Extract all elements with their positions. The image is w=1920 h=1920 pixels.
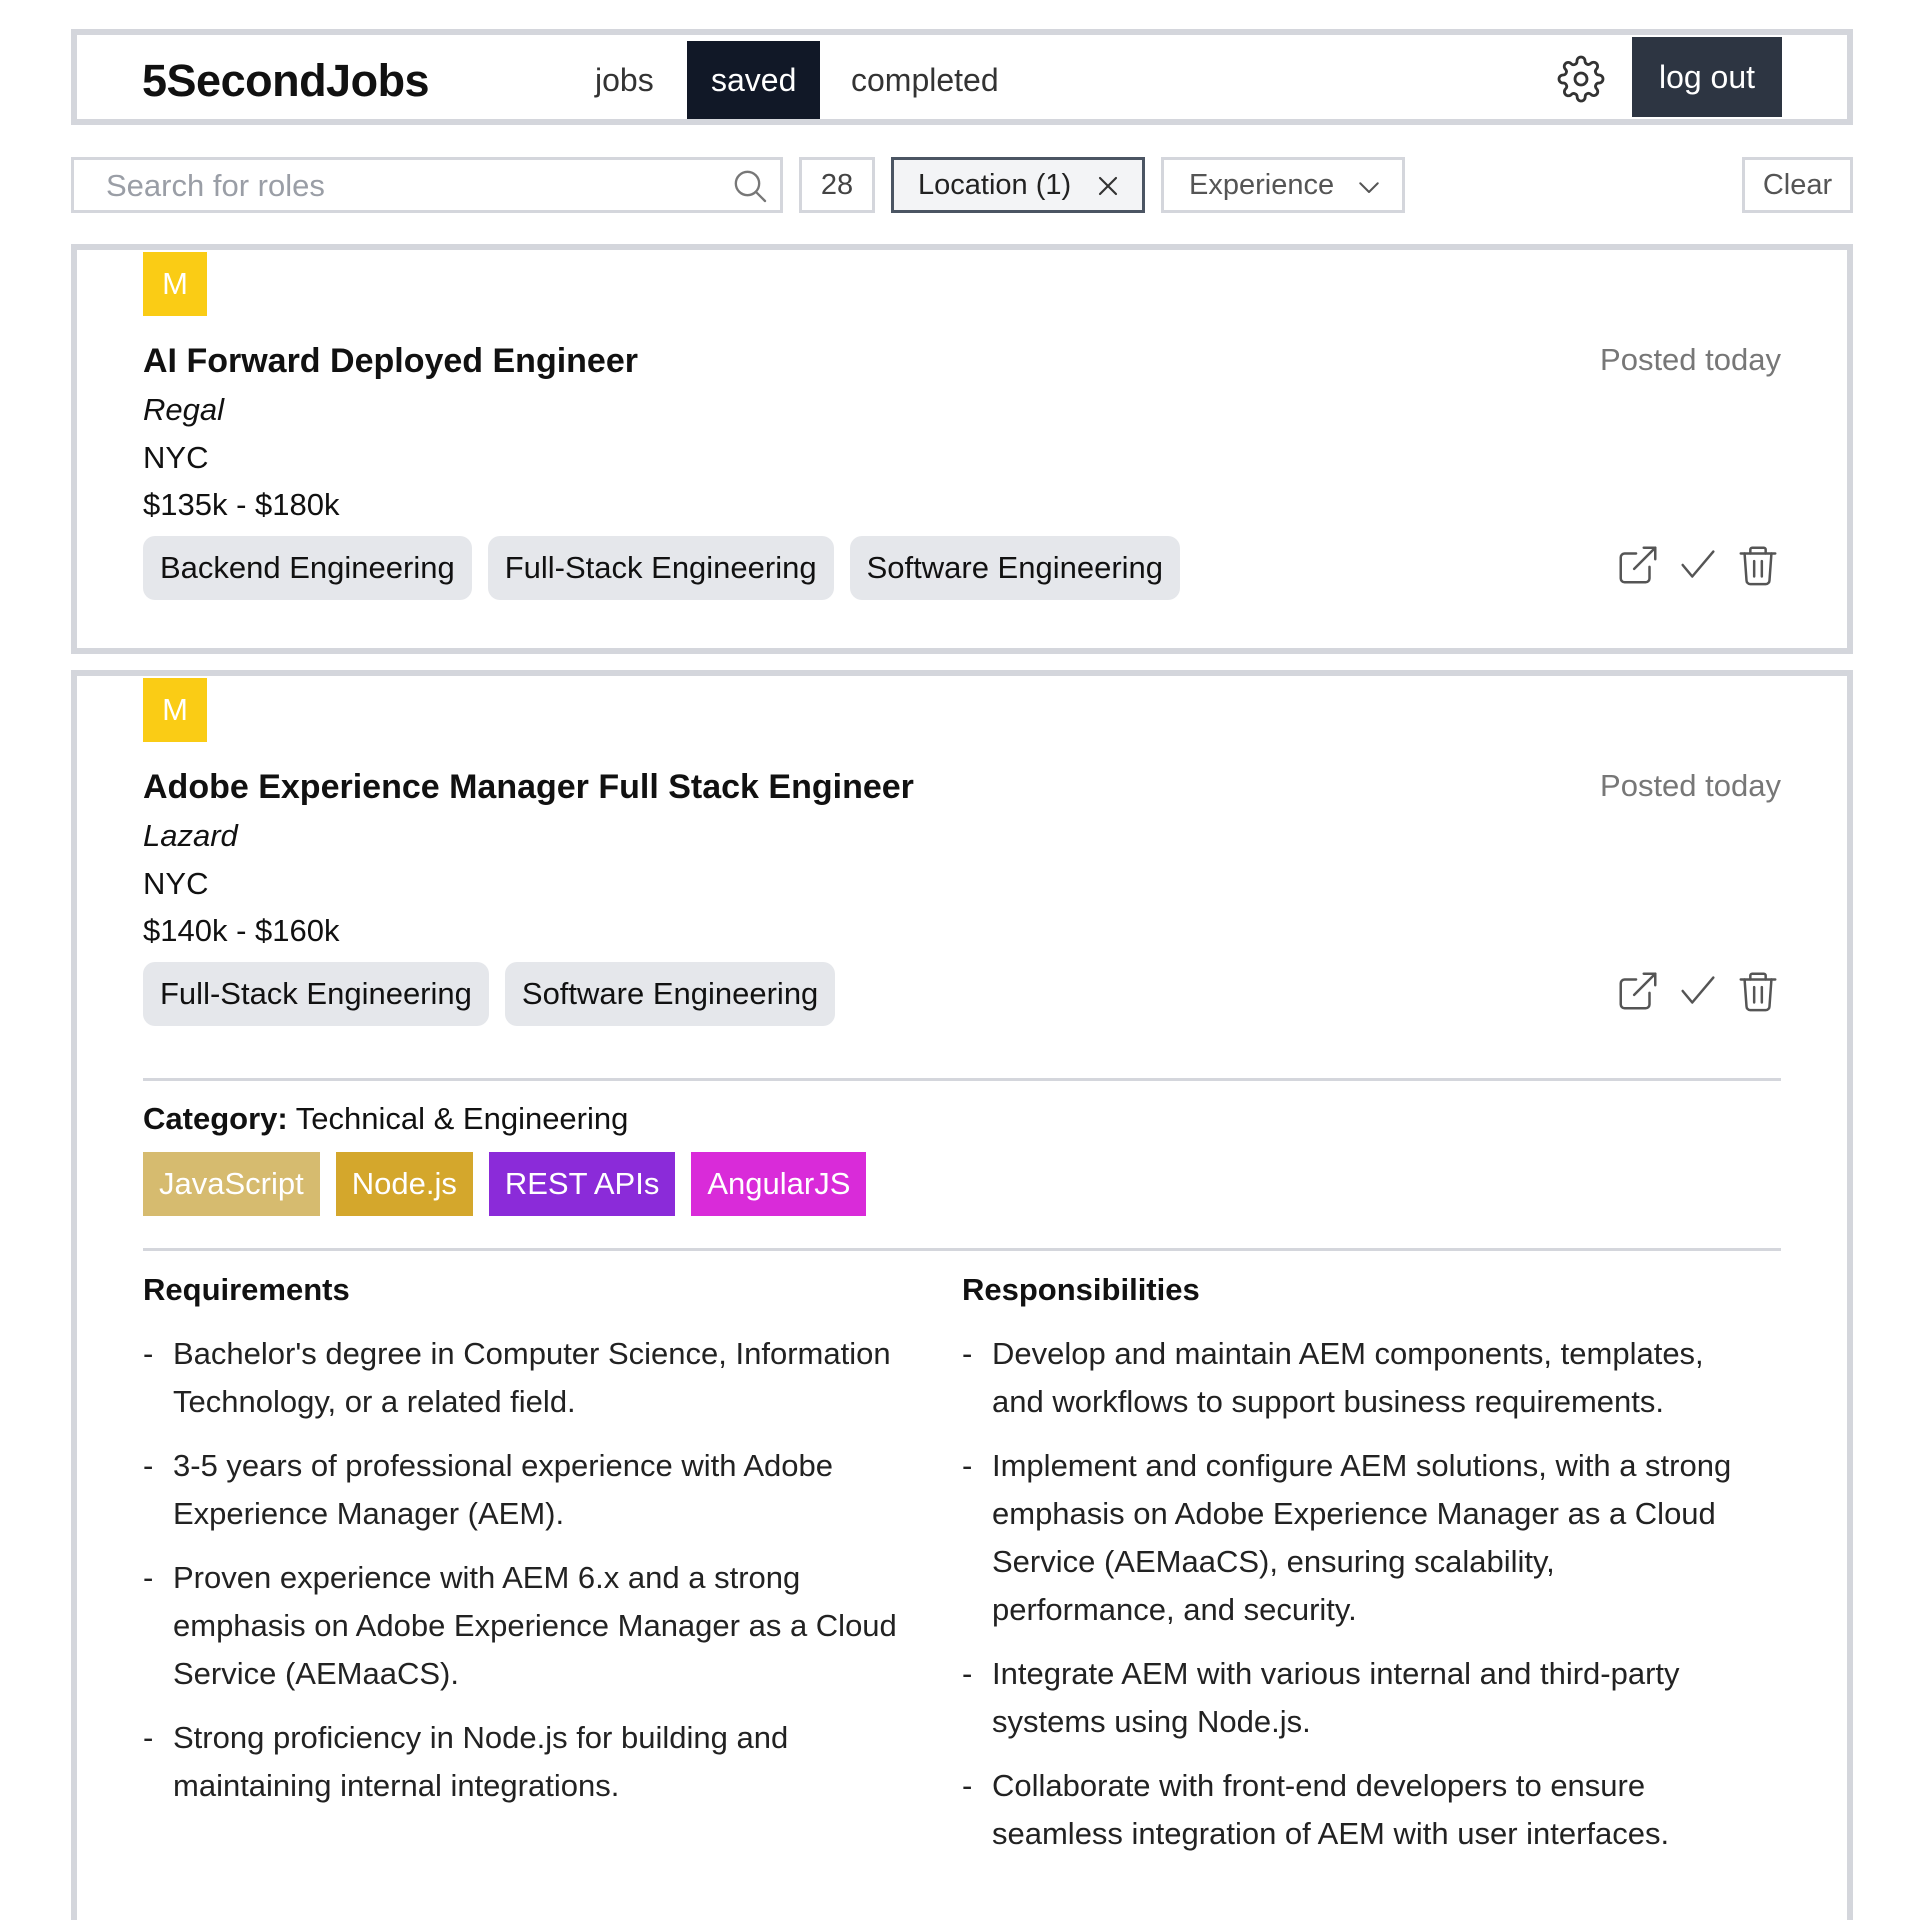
top-nav-bar — [71, 29, 1853, 125]
section-divider — [143, 1248, 1781, 1251]
skill-tag: REST APIs — [489, 1152, 676, 1216]
role-tag: Full-Stack Engineering — [143, 962, 489, 1026]
requirements-list — [143, 1330, 923, 1810]
job-card-expanded[interactable] — [71, 670, 1853, 1920]
skill-tag: JavaScript — [143, 1152, 320, 1216]
list-item: - Bachelor's degree in Computer Science, Information Technology, or a related field. — [143, 1336, 891, 1419]
job-title[interactable]: Adobe Experience Manager Full Stack Engineer — [143, 768, 914, 806]
external-link-icon[interactable] — [1615, 542, 1661, 588]
section-divider — [143, 1078, 1781, 1081]
trash-icon[interactable] — [1735, 542, 1781, 588]
nav-tab-jobs[interactable]: jobs — [595, 61, 654, 98]
company-name: Regal — [143, 392, 224, 427]
check-icon[interactable] — [1675, 542, 1721, 588]
job-actions — [1615, 542, 1781, 588]
company-logo: M — [143, 678, 207, 742]
role-tag: Software Engineering — [850, 536, 1180, 600]
responsibilities-section — [962, 1272, 1742, 1874]
job-location: NYC — [143, 440, 209, 475]
chevron-down-icon — [1354, 172, 1384, 202]
category-value: Technical & Engineering — [295, 1101, 629, 1136]
external-link-icon[interactable] — [1615, 968, 1661, 1014]
location-filter-label: Location (1) — [918, 168, 1072, 201]
responsibilities-heading: Responsibilities — [962, 1272, 1200, 1307]
logout-button[interactable]: log out — [1632, 37, 1782, 117]
requirements-heading: Requirements — [143, 1272, 350, 1307]
company-name: Lazard — [143, 818, 238, 853]
close-icon[interactable] — [1092, 168, 1124, 204]
company-logo: M — [143, 252, 207, 316]
results-count: 28 — [799, 157, 875, 213]
job-title[interactable]: AI Forward Deployed Engineer — [143, 342, 638, 380]
nav-tab-completed[interactable]: completed — [851, 61, 999, 98]
skill-tag: AngularJS — [691, 1152, 866, 1216]
search-icon[interactable] — [730, 166, 770, 206]
posted-date: Posted today — [1600, 342, 1781, 377]
gear-icon[interactable] — [1557, 55, 1605, 103]
job-category — [143, 1101, 628, 1137]
experience-dropdown[interactable] — [1161, 157, 1405, 213]
role-tag: Software Engineering — [505, 962, 835, 1026]
list-item: - Proven experience with AEM 6.x and a strong emphasis on Adobe Experience Manager as a Cloud Service (AEMaaCS). — [143, 1560, 897, 1691]
job-location: NYC — [143, 866, 209, 901]
list-item: - 3-5 years of professional experience with Adobe Experience Manager (AEM). — [143, 1448, 834, 1531]
job-salary: $135k - $180k — [143, 487, 340, 522]
requirements-section — [143, 1272, 923, 1826]
role-tags — [143, 536, 1180, 600]
experience-dropdown-label: Experience — [1189, 168, 1335, 201]
brand-logo-text[interactable]: 5SecondJobs — [142, 55, 430, 106]
list-item: - Collaborate with front-end developers to ensure seamless integration of AEM with user interfaces. — [962, 1768, 1670, 1851]
role-tag: Backend Engineering — [143, 536, 472, 600]
list-item: - Develop and maintain AEM components, templates, and workflows to support business requirements. — [962, 1336, 1704, 1419]
location-filter[interactable] — [891, 157, 1145, 213]
search-placeholder: Search for roles — [106, 168, 325, 203]
list-item: - Strong proficiency in Node.js for building and maintaining internal integrations. — [143, 1720, 789, 1803]
search-input[interactable] — [71, 157, 783, 213]
category-label: Category: — [143, 1101, 288, 1136]
nav-tab-saved[interactable]: saved — [687, 41, 820, 119]
check-icon[interactable] — [1675, 968, 1721, 1014]
job-salary: $140k - $160k — [143, 913, 340, 948]
job-card[interactable] — [71, 244, 1853, 654]
trash-icon[interactable] — [1735, 968, 1781, 1014]
list-item: - Implement and configure AEM solutions, with a strong emphasis on Adobe Experience Manager as a Cloud Service (AEMaaCS), ensuring scalability, performance, and security. — [962, 1448, 1732, 1627]
responsibilities-list — [962, 1330, 1742, 1858]
posted-date: Posted today — [1600, 768, 1781, 803]
job-actions — [1615, 968, 1781, 1014]
role-tag: Full-Stack Engineering — [488, 536, 834, 600]
role-tags — [143, 962, 835, 1026]
list-item: - Integrate AEM with various internal and third-party systems using Node.js. — [962, 1656, 1680, 1739]
skill-tag: Node.js — [336, 1152, 473, 1216]
skill-tags — [143, 1152, 866, 1216]
clear-filters-button[interactable]: Clear — [1742, 157, 1853, 213]
